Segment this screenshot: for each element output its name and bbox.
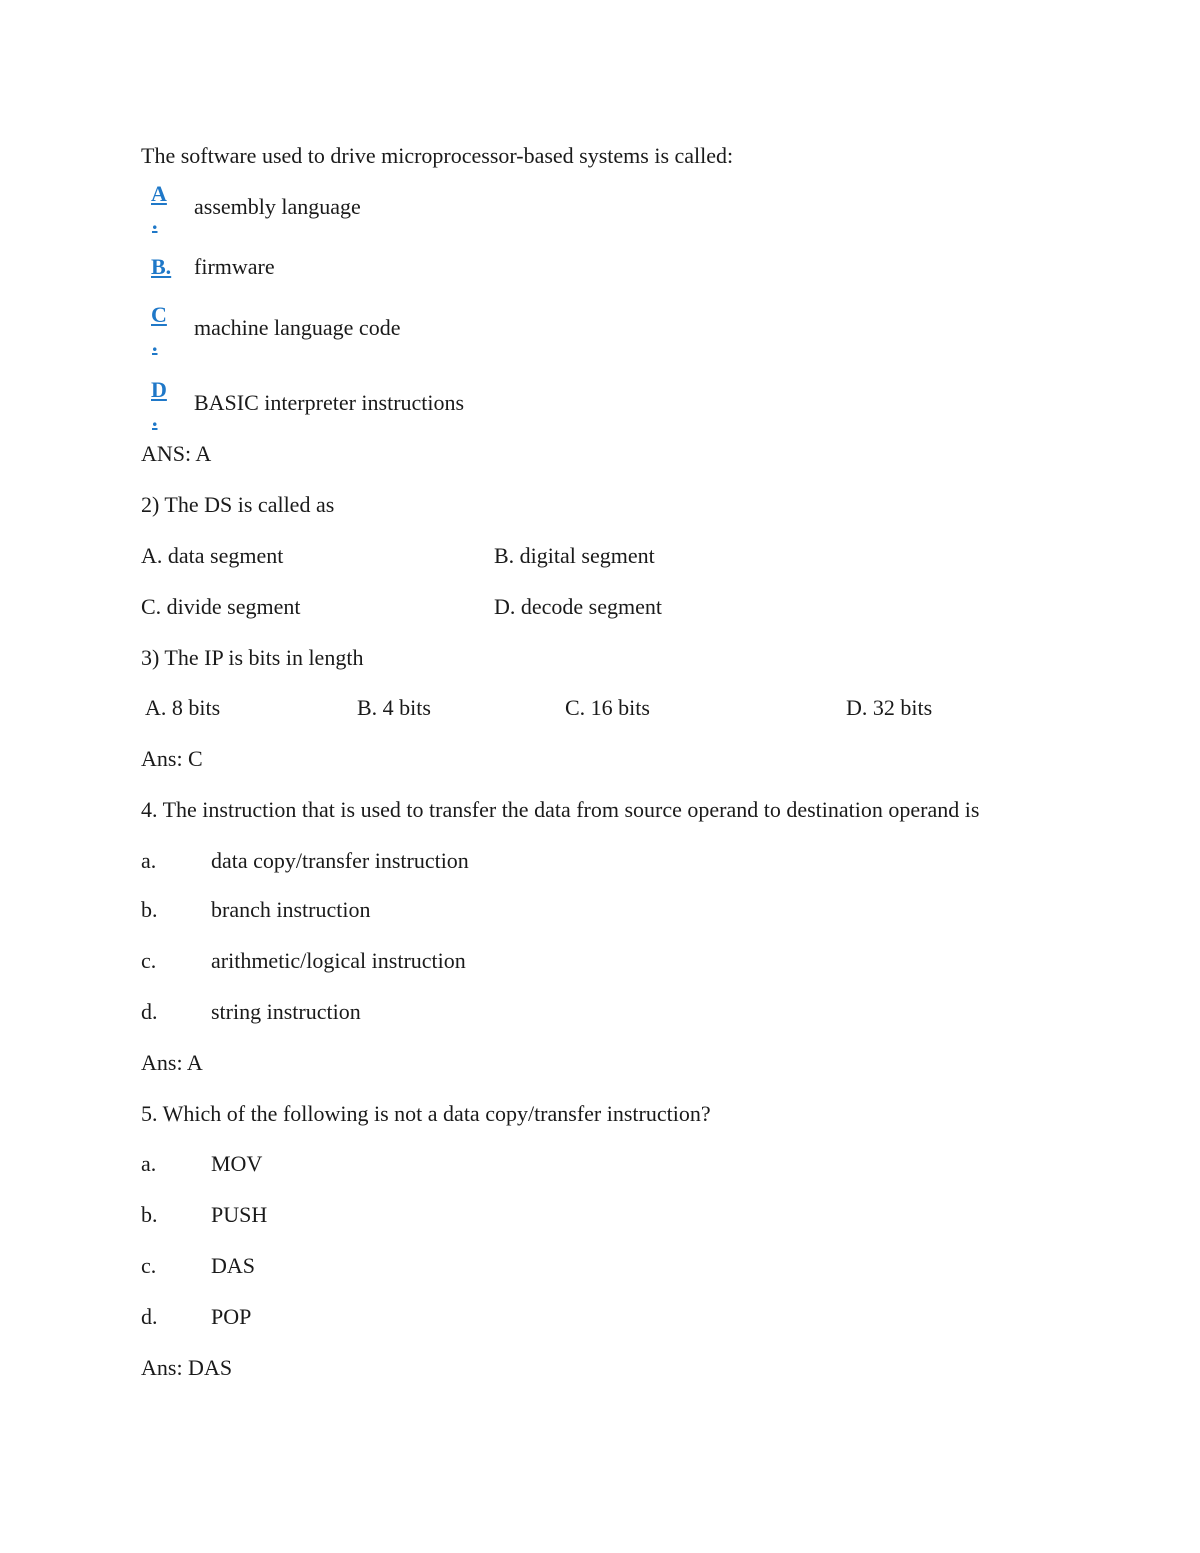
q5-option-d-text: POP [211,1304,252,1329]
q4-option-b-text: branch instruction [211,897,371,922]
q1-question: The software used to drive microprocessor-based systems is called: [141,143,734,168]
q1-option-a-dot[interactable]: . [152,209,158,234]
q4-question: 4. The instruction that is used to transfer the data from source operand to destination operand is [141,797,980,822]
q1-option-a-label[interactable]: A [151,181,167,206]
q1-option-d-dot[interactable]: . [152,406,158,431]
q2-option-a: A. data segment [141,543,284,568]
q5-option-b-letter: b. [141,1202,158,1227]
q3-option-a: A. 8 bits [145,695,221,720]
q2-option-d: D. decode segment [494,594,662,619]
q5-option-a-text: MOV [211,1151,263,1176]
q1-option-a-text: assembly language [194,194,361,219]
q3-option-d: D. 32 bits [846,695,933,720]
q4-option-a-letter: a. [141,848,157,873]
q5-option-c-text: DAS [211,1253,256,1278]
q1-option-d-text: BASIC interpreter instructions [194,390,465,415]
q4-option-c-letter: c. [141,948,157,973]
q4-answer: Ans: A [141,1050,203,1075]
q1-option-d-label[interactable]: D [151,377,167,402]
q4-option-a-text: data copy/transfer instruction [211,848,469,873]
q5-answer: Ans: DAS [141,1355,233,1380]
q5-option-b-text: PUSH [211,1202,268,1227]
q5-option-a-letter: a. [141,1151,157,1176]
q2-question: 2) The DS is called as [141,492,335,517]
q1-option-b-label[interactable]: B. [151,254,172,279]
q4-option-b-letter: b. [141,897,158,922]
q5-question: 5. Which of the following is not a data copy/transfer instruction? [141,1101,711,1126]
q3-option-c: C. 16 bits [565,695,650,720]
q5-option-c-letter: c. [141,1253,157,1278]
q3-answer: Ans: C [141,746,203,771]
q4-option-d-text: string instruction [211,999,361,1024]
q2-option-b: B. digital segment [494,543,655,568]
q4-option-d-letter: d. [141,999,158,1024]
q4-option-c-text: arithmetic/logical instruction [211,948,466,973]
q3-question: 3) The IP is bits in length [141,645,364,670]
q2-option-c: C. divide segment [141,594,301,619]
q1-option-c-dot[interactable]: . [152,331,158,356]
q1-option-c-text: machine language code [194,315,401,340]
q3-option-b: B. 4 bits [357,695,431,720]
q1-option-b-text: firmware [194,254,275,279]
q1-option-c-label[interactable]: C [151,302,167,327]
q5-option-d-letter: d. [141,1304,158,1329]
q1-answer: ANS: A [141,441,212,466]
